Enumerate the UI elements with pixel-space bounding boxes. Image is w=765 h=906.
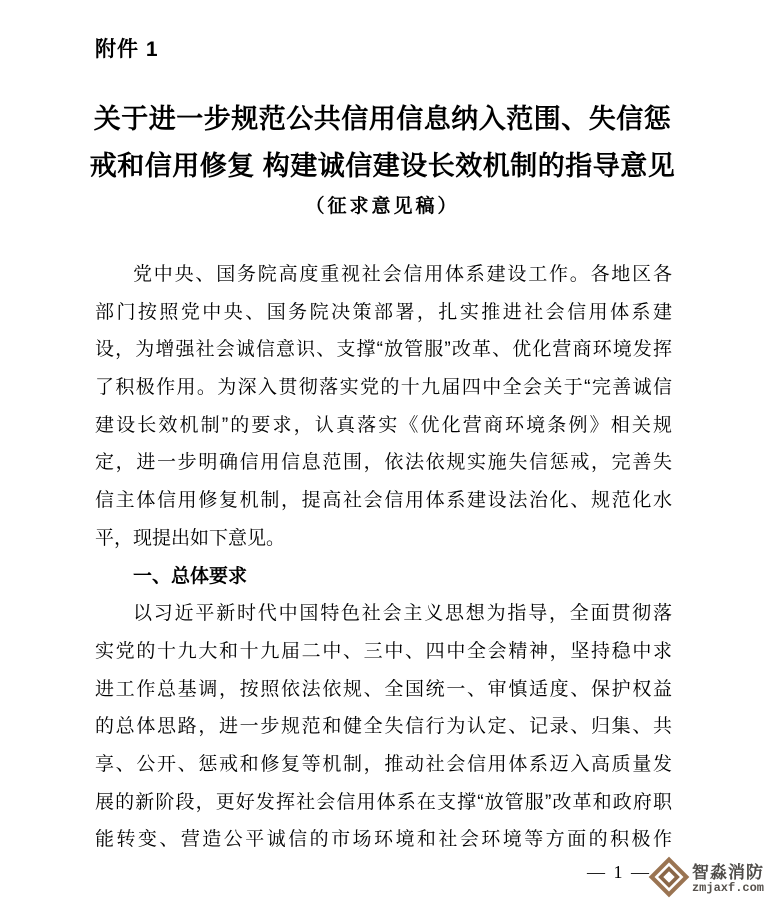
document-body — [95, 256, 672, 859]
attachment-label: 附件 1 — [95, 38, 159, 61]
diamond-arrow-logo-icon — [647, 855, 691, 904]
body-line: 定，进一步明确信用信息范围，依法依规实施失信惩戒，完善失 — [95, 452, 672, 474]
body-line: 享、公开、惩戒和修复等机制，推动社会信用体系迈入高质量发 — [95, 753, 672, 775]
body-line: 展的新阶段，更好发挥社会信用体系在支撑“放管服”改革和政府职 — [95, 791, 672, 813]
body-line: 能转变、营造公平诚信的市场环境和社会环境等方面的积极作 — [95, 829, 672, 851]
body-line: 以习近平新时代中国特色社会主义思想为指导，全面贯彻落 — [133, 603, 672, 625]
body-line: 实党的十九大和十九届二中、三中、四中全会精神，坚持稳中求 — [95, 640, 672, 662]
body-line: 了积极作用。为深入贯彻落实党的十九届四中全会关于“完善诚信 — [95, 377, 672, 399]
body-line: 的总体思路，进一步规范和健全失信行为认定、记录、归集、共 — [95, 716, 672, 738]
page-number: — 1 — — [587, 862, 651, 882]
body-line: 党中央、国务院高度重视社会信用体系建设工作。各地区各 — [133, 264, 672, 285]
body-line: 部门按照党中央、国务院决策部署，扎实推进社会信用体系建 — [95, 301, 672, 323]
document-subtitle: （征求意见稿） — [305, 196, 460, 217]
watermark-domain: zmjaxf.com — [691, 881, 764, 896]
watermark-text — [692, 864, 764, 894]
body-line: 平，现提出如下意见。 — [95, 527, 286, 549]
document-title — [55, 96, 710, 190]
document-title-line2: 戒和信用修复 构建诚信建设长效机制的指导意见 — [89, 151, 676, 181]
body-line: 设，为增强社会诚信意识、支撑“放管服”改革、优化营商环境发挥 — [95, 339, 672, 361]
section-heading: 一、总体要求 — [133, 565, 248, 587]
body-line: 进工作总基调，按照依法依规、全国统一、审慎适度、保护权益 — [95, 678, 672, 700]
watermark-brand: 智淼消防 — [691, 863, 764, 883]
watermark-logo — [647, 855, 764, 904]
body-line: 建设长效机制”的要求，认真落实《优化营商环境条例》相关规 — [95, 414, 672, 436]
document-title-line1: 关于进一步规范公共信用信息纳入范围、失信惩 — [93, 104, 672, 134]
body-line: 信主体信用修复机制，提高社会信用体系建设法治化、规范化水 — [95, 490, 672, 512]
